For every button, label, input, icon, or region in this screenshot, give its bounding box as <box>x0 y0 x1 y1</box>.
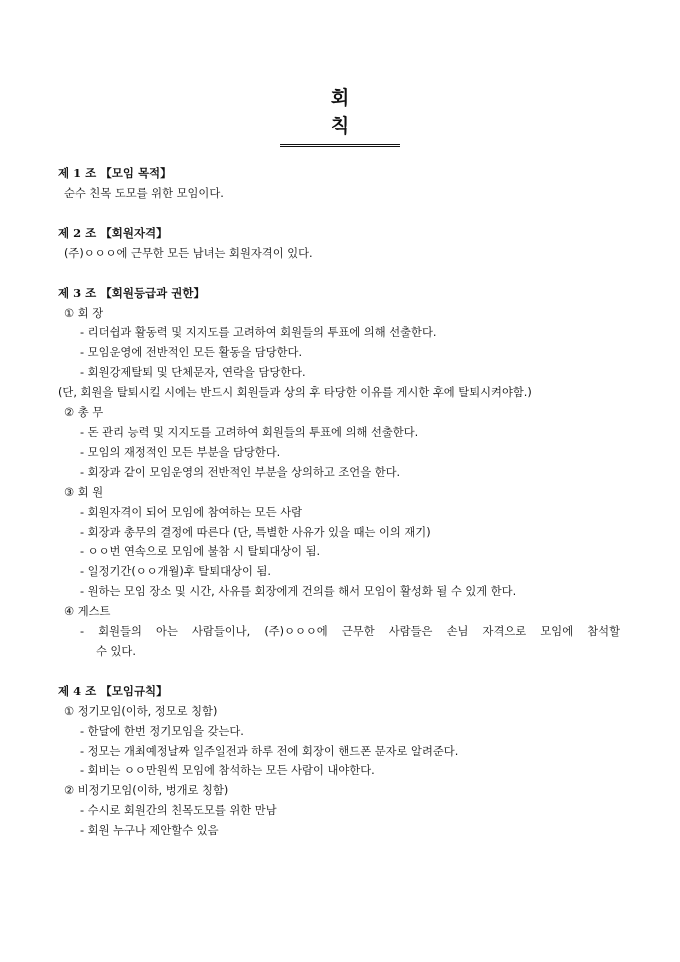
section-heading-irregular-meeting: ② 비정기모임(이하, 벙개로 칭함) <box>64 784 229 798</box>
article-line: 순수 친목 도모를 위한 모임이다. <box>64 186 224 200</box>
article-line: - 수시로 회원간의 친목도모를 위한 만남 <box>80 804 277 818</box>
article-heading: 제 3 조 【회원등급과 권한】 <box>58 285 205 300</box>
article-heading: 제 4 조 【모임규칙】 <box>58 683 168 698</box>
article-line: - 한달에 한번 정기모임을 갖는다. <box>80 724 244 738</box>
article-3 <box>58 284 628 662</box>
article-line: - 회원자격이 되어 모임에 참여하는 모든 사람 <box>80 505 303 519</box>
section-heading-member: ③ 회 원 <box>64 485 104 499</box>
article-line-continuation: 수 있다. <box>96 644 136 658</box>
article-line: - 회원들의 아는 사람들이나, (주)ㅇㅇㅇ에 근무한 사람들은 손님 자격으로 모임에 참석할 <box>80 625 620 639</box>
article-line: - 회장과 같이 모임운영의 전반적인 부분을 상의하고 조언을 한다. <box>80 465 401 479</box>
article-note: (단, 회원을 탈퇴시킬 시에는 반드시 회원들과 상의 후 타당한 이유를 게시한 후에 탈퇴시켜야함.) <box>58 386 532 400</box>
article-line: (주)ㅇㅇㅇ에 근무한 모든 남녀는 회원자격이 있다. <box>64 246 313 260</box>
section-heading-guest: ④ 게스트 <box>64 605 111 619</box>
article-line: - 모임운영에 전반적인 모든 활동을 담당한다. <box>80 346 303 360</box>
article-2 <box>58 224 628 264</box>
article-line: - 회원강제탈퇴 및 단체문자, 연락을 담당한다. <box>80 366 306 380</box>
article-line: - 정모는 개최예정날짜 일주일전과 하루 전에 회장이 핸드폰 문자로 알려준다. <box>80 744 459 758</box>
article-line: - 회비는 ㅇㅇ만원씩 모임에 참석하는 모든 사람이 내야한다. <box>80 764 375 778</box>
article-1 <box>58 164 628 204</box>
article-line: - ㅇㅇ번 연속으로 모임에 불참 시 탈퇴대상이 됨. <box>80 545 321 559</box>
article-line: - 리더쉽과 활동력 및 지지도를 고려하여 회원들의 투표에 의해 선출한다. <box>80 326 437 340</box>
article-line: - 돈 관리 능력 및 지지도를 고려하여 회원들의 투표에 의해 선출한다. <box>80 425 419 439</box>
document-title-wrap <box>0 84 680 147</box>
article-line: - 원하는 모임 장소 및 시간, 사유를 회장에게 건의를 해서 모임이 활성화 될 수 있게 한다. <box>80 585 517 599</box>
article-heading: 제 2 조 【회원자격】 <box>58 225 168 240</box>
article-line: - 회원 누구나 제안할수 있음 <box>80 824 219 838</box>
article-line: - 회장과 총무의 결정에 따른다 (단, 특별한 사유가 있을 때는 이의 재기) <box>80 525 431 539</box>
article-line: - 일정기간(ㅇㅇ개월)후 탈퇴대상이 됨. <box>80 565 271 579</box>
document-title: 회 칙 <box>280 84 400 147</box>
section-heading-treasurer: ② 총 무 <box>64 406 104 420</box>
section-heading-president: ① 회 장 <box>64 306 104 320</box>
article-line: - 모임의 재정적인 모든 부분을 담당한다. <box>80 445 281 459</box>
document-body <box>58 164 628 861</box>
section-heading-regular-meeting: ① 정기모임(이하, 정모로 칭함) <box>64 704 218 718</box>
article-4 <box>58 682 628 841</box>
article-heading: 제 1 조 【모임 목적】 <box>58 166 172 180</box>
